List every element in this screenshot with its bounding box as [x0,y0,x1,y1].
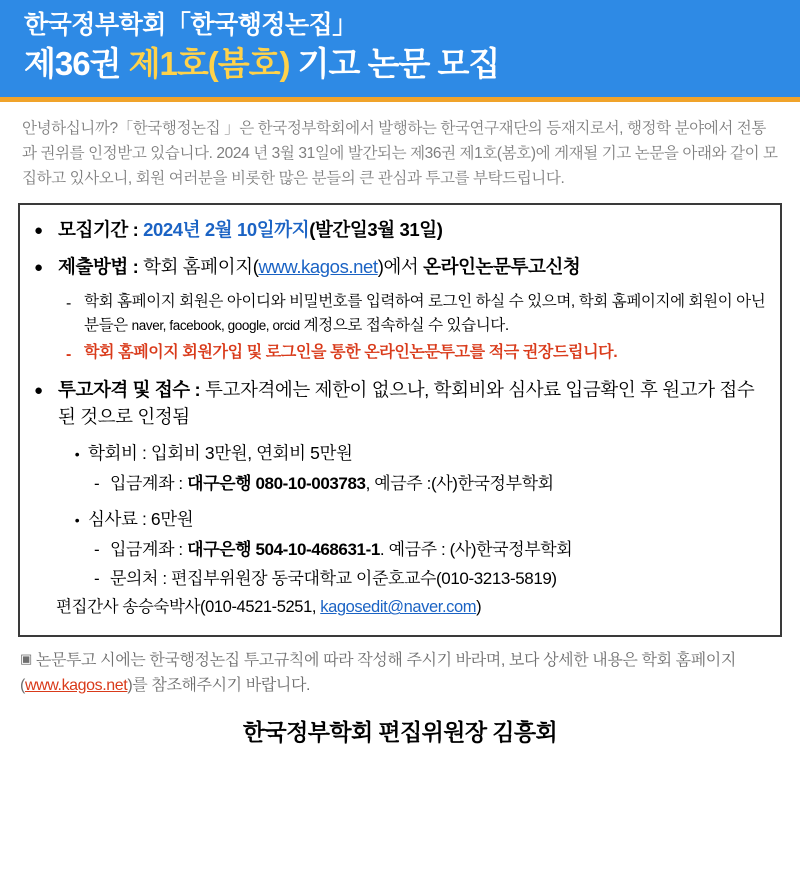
item-submit-text [58,254,766,281]
hyphen-bullet-icon: - [94,539,100,559]
item-period-text [58,217,766,244]
note-recommend-text: 학회 홈페이지 회원가입 및 로그인을 통한 온라인논문투고를 적극 권장드립니다. [84,343,618,361]
banner-title-pre: 제36권 [24,45,129,83]
small-dot-bullet-icon: • [74,445,80,462]
disc-bullet-icon: ● [34,258,43,276]
note-recommend [66,341,766,367]
fee-review-text [88,507,766,532]
footer-note-pre: 논문투고 시에는 한국행정논집 투고규칙에 따라 작성해 주시기 바라며, 보다 상세한 내용은 학회 홈페이지( [20,651,736,694]
hyphen-bullet-icon: - [94,473,100,493]
header-banner [0,0,800,97]
dash-bullet-icon: - [66,345,71,363]
contact-text [110,567,766,592]
disc-bullet-icon: ● [34,381,43,399]
item-eligibility [34,377,766,431]
disc-bullet-icon: ● [34,221,43,239]
fee-review-account-holder: . 예금주 : (사)한국정부학회 [379,539,573,559]
intro-paragraph: 안녕하십니까?「한국행정논집 」은 한국정부학회에서 발행하는 한국연구재단의 등재지로서, 행정학 분야에서 전통과 권위를 인정받고 있습니다. 2024 년 3월 31일에 발간되는 제36권 제1호(봄호)에 게재될 기고 논문을 아래와 같이 모집하고 있사오니, 회원 여러분을 비롯한 많은 분들의 큰 관심과 투고를 부탁드립니다. [22,119,778,187]
contact-person-2-row [56,595,766,621]
fee-review-account-label: 입금계좌 : [110,539,188,559]
item-eligibility-body: 투고자격에는 제한이 없으나, 학회비와 심사료 입금확인 후 원고가 접수된 것으로 인정됨 [58,378,755,427]
item-submit-label: 제출방법 : [58,255,144,277]
fee-membership-label: 학회비 : [88,442,151,463]
contact-row [94,567,766,592]
signature-line: 한국정부학회 편집위원장 김흥회 [242,719,558,746]
contact-label: 문의처 : [110,568,172,588]
details-box [18,203,782,637]
item-period-suffix: (발간일3월 31일) [309,218,443,240]
kagos-website-link[interactable]: www.kagos.net [258,255,378,277]
fee-review-value: 6만원 [150,508,194,529]
banner-title [24,43,800,84]
fee-membership-account-label: 입금계좌 : [110,473,188,493]
hyphen-bullet-icon: - [94,568,100,588]
fee-review-account [94,538,766,563]
item-period-value: 2024년 2월 10일까지 [143,218,310,240]
fee-membership [66,441,766,466]
footer-note [0,637,800,699]
banner-title-post: 기고 논문 모집 [289,45,500,83]
fee-review-account-text [110,538,766,563]
editor-email-link[interactable]: kagosedit@naver.com [320,598,477,617]
dash-bullet-icon: - [66,295,71,313]
note-login-post: 계정으로 접속하실 수 있습니다. [299,316,509,334]
note-login-pre: 학회 홈페이지 회원은 아이디와 비밀번호를 입력하여 로그인 하실 수 있으며, 학회 홈페이지에 회원이 아닌 분들은 [84,293,766,334]
fee-review-label: 심사료 : [88,508,151,529]
contact-person-1: 편집부위원장 동국대학교 이준호교수(010-3213-5819) [171,568,557,588]
fee-review-account-bank: 대구은행 504-10-468631-1 [187,539,380,559]
note-login-text [84,290,766,337]
item-eligibility-text [58,377,766,431]
fee-membership-account-bank: 대구은행 080-10-003783 [187,473,366,493]
footer-note-post: )를 참조해주시기 바랍니다. [127,676,311,694]
fee-membership-account [94,472,766,497]
fee-membership-value: 입회비 3만원, 연회비 5만원 [150,442,353,463]
item-period-label: 모집기간 : [58,218,144,240]
item-submit-emphasis: 온라인논문투고신청 [423,255,581,277]
item-submit-post: )에서 [377,255,424,277]
banner-subtitle: 한국정부학회「한국행정논집」 [24,11,357,39]
item-eligibility-label: 투고자격 및 접수 : [58,378,206,400]
item-period [34,217,766,244]
item-submit-method [34,254,766,281]
note-login [66,290,766,337]
small-dot-bullet-icon: • [74,511,80,528]
kagos-website-link-footer[interactable]: www.kagos.net [24,676,128,694]
contact-person-2-post: ) [476,598,482,617]
fee-review [66,507,766,532]
contact-person-2-pre: 편집간사 송승숙박사(010-4521-5251, [56,598,321,617]
note-login-accounts: naver, facebook, google, orcid [131,317,300,333]
fee-membership-account-text [110,472,766,497]
square-marker-icon: ▣ [20,650,32,666]
fee-membership-account-holder: , 예금주 :(사)한국정부학회 [365,473,554,493]
item-submit-pre: 학회 홈페이지( [143,255,259,277]
banner-title-highlight: 제1호(봄호) [128,45,290,83]
fee-membership-text [88,441,766,466]
